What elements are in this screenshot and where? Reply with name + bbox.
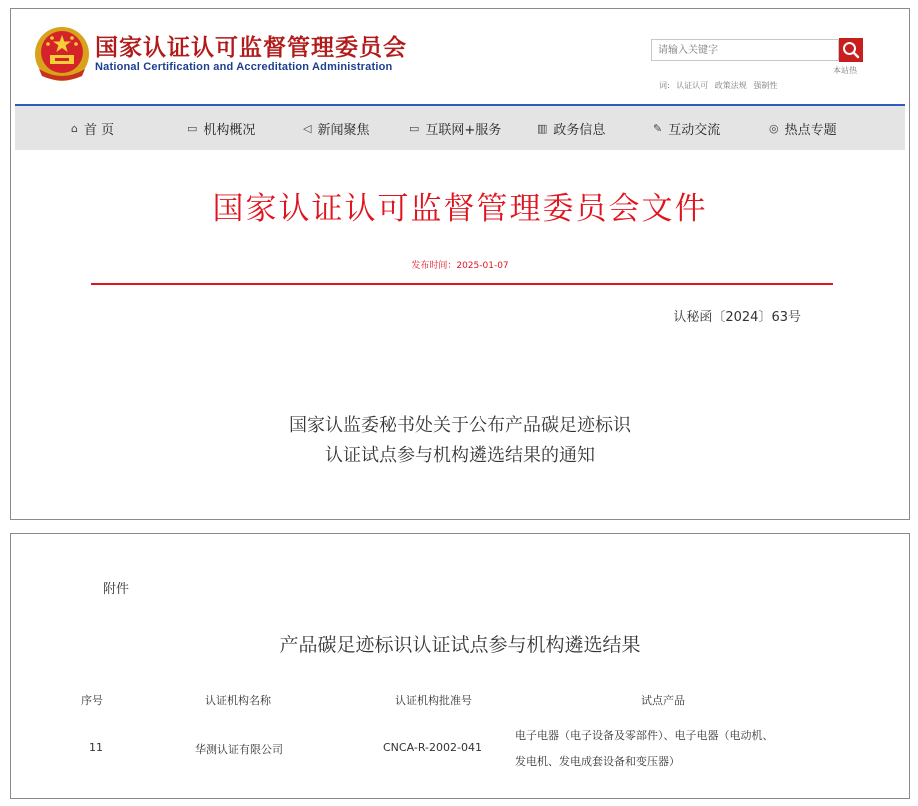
- publish-time: 发布时间：2025-01-07: [411, 261, 509, 271]
- nav-item-label: 热点专题: [784, 122, 837, 138]
- chart-icon: ▥: [537, 121, 548, 135]
- nav-item-interaction[interactable]: [653, 106, 720, 150]
- nav-item-news[interactable]: [303, 106, 369, 150]
- nav-item-label: 新闻聚焦: [317, 122, 370, 138]
- table-cell-org-name: 华测认证有限公司: [195, 743, 283, 756]
- edit-icon: ✎: [653, 121, 663, 135]
- document-header-title: 国家认证认可监督管理委员会文件: [212, 191, 708, 227]
- id-card-icon: ▭: [187, 121, 198, 135]
- nav-item-label: 政务信息: [553, 122, 606, 138]
- search-input[interactable]: [651, 39, 839, 61]
- hot-word-link[interactable]: 认证认可: [676, 81, 709, 90]
- nav-item-label: 互联网+服务: [425, 122, 502, 138]
- document-number: 认秘函〔2024〕63号: [673, 310, 801, 325]
- site-search-link[interactable]: 本站热: [833, 66, 857, 75]
- nav-item-label: 机构概况: [203, 122, 256, 138]
- search-button[interactable]: [839, 38, 863, 62]
- nav-item-hot-topics[interactable]: [769, 106, 837, 150]
- nav-item-services[interactable]: [409, 106, 501, 150]
- notice-title: [11, 411, 909, 471]
- table-header-org-name: 认证机构名称: [205, 694, 271, 707]
- attachment-label: 附件: [103, 582, 130, 597]
- table-header-number: 序号: [81, 694, 103, 707]
- attachment-panel: [10, 533, 910, 799]
- notice-title-line-2: 认证试点参与机构遴选结果的通知: [325, 445, 595, 466]
- monitor-icon: ▭: [409, 121, 420, 135]
- site-title-english: National Certification and Accreditation Administration: [95, 61, 393, 73]
- nav-item-government-info[interactable]: [537, 106, 605, 150]
- site-header: [11, 9, 909, 105]
- hot-words: [659, 80, 781, 91]
- megaphone-icon: ◁: [303, 121, 312, 135]
- nav-item-about[interactable]: [187, 106, 255, 150]
- table-header-pilot-products: 试点产品: [641, 694, 685, 707]
- table-cell-products-line-1: 电子电器（电子设备及零部件）、电子电器（电动机、: [515, 729, 774, 742]
- notice-page-panel: [10, 8, 910, 520]
- home-icon: ⌂: [71, 121, 78, 135]
- table-header-approval-number: 认证机构批准号: [395, 694, 472, 707]
- table-cell-number: 11: [89, 741, 103, 754]
- red-divider: [91, 283, 833, 285]
- site-title: 国家认证认可监督管理委员会: [95, 35, 407, 61]
- notice-title-line-1: 国家认监委秘书处关于公布产品碳足迹标识: [289, 415, 631, 436]
- national-emblem-icon: [33, 25, 91, 83]
- nav-item-home[interactable]: [71, 106, 114, 150]
- hot-word-link[interactable]: 强制性: [753, 81, 778, 90]
- hot-word-link[interactable]: 政策法规: [714, 81, 747, 90]
- main-navigation: [15, 106, 905, 150]
- table-cell-approval-number: CNCA-R-2002-041: [383, 741, 482, 754]
- hot-words-label: 词:: [659, 81, 670, 90]
- table-cell-products-line-2: 发电机、发电成套设备和变压器）: [515, 755, 680, 768]
- nav-item-label: 首 页: [83, 122, 115, 138]
- nav-item-label: 互动交流: [668, 122, 721, 138]
- search-icon: [839, 38, 863, 62]
- chat-icon: ◎: [769, 121, 779, 135]
- result-title: 产品碳足迹标识认证试点参与机构遴选结果: [279, 634, 641, 656]
